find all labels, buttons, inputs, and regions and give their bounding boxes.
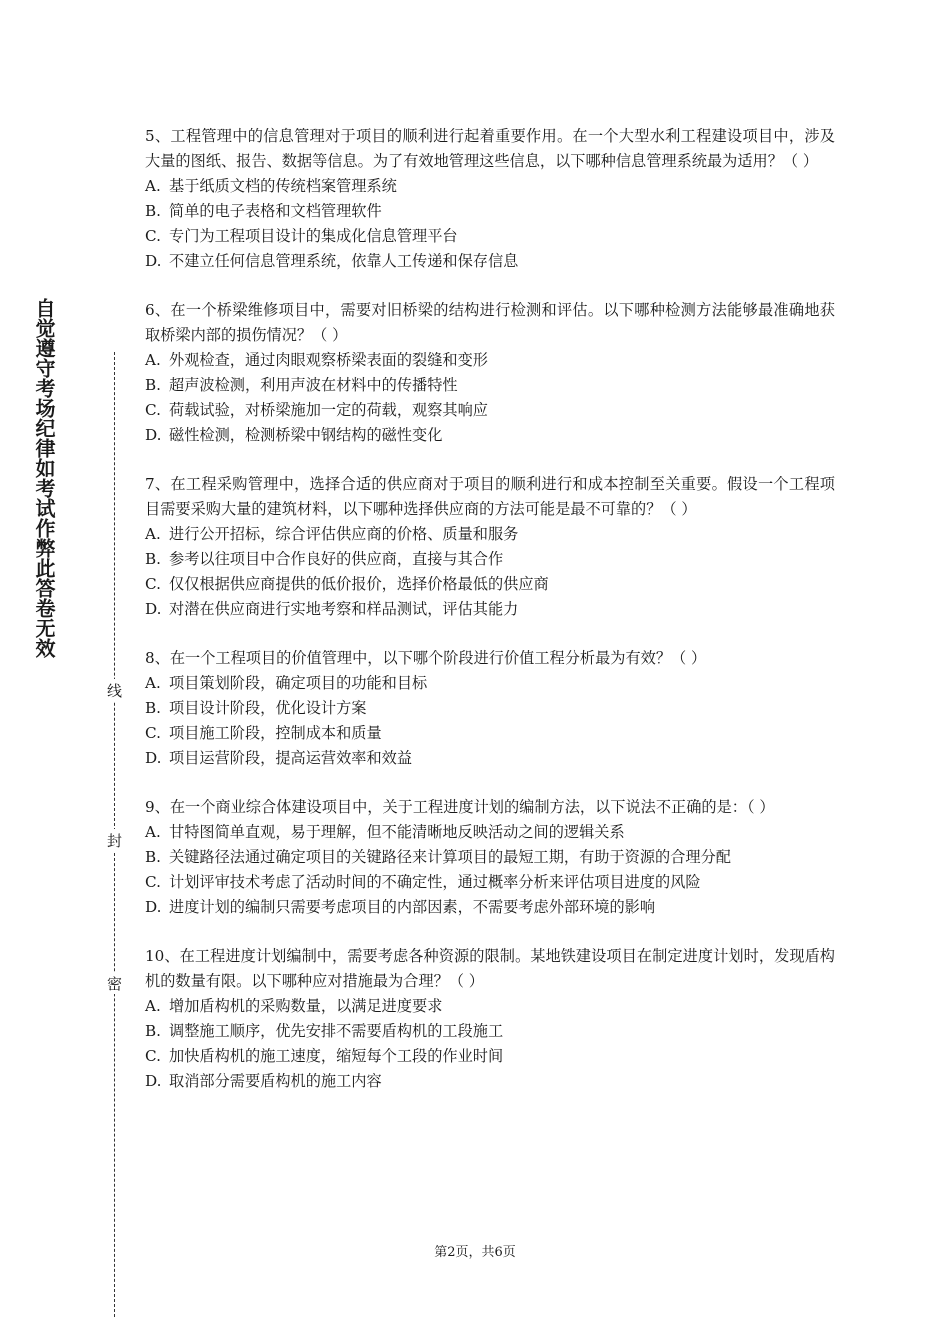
option-d <box>145 895 835 920</box>
option-text: 仅仅根据供应商提供的低价报价，选择价格最低的供应商 <box>169 575 549 593</box>
option-b <box>145 547 835 572</box>
option-a <box>145 522 835 547</box>
option-letter: A. <box>145 674 161 692</box>
binding-mark-seal: 封 <box>103 829 125 851</box>
option-text: 荷载试验，对桥梁施加一定的荷载，观察其响应 <box>169 401 488 419</box>
binding-mark-line: 线 <box>103 679 125 701</box>
option-letter: B. <box>145 550 161 568</box>
option-letter: B. <box>145 848 161 866</box>
option-a <box>145 820 835 845</box>
option-text: 关键路径法通过确定项目的关键路径来计算项目的最短工期，有助于资源的合理分配 <box>169 848 731 866</box>
option-letter: D. <box>145 749 162 767</box>
question-stem: 8、在一个工程项目的价值管理中，以下哪个阶段进行价值工程分析最为有效？（ ） <box>145 649 707 667</box>
option-a <box>145 174 835 199</box>
option-text: 计划评审技术考虑了活动时间的不确定性，通过概率分析来评估项目进度的风险 <box>169 873 701 891</box>
option-text: 进度计划的编制只需要考虑项目的内部因素，不需要考虑外部环境的影响 <box>169 898 655 916</box>
option-d <box>145 423 835 448</box>
option-text: 不建立任何信息管理系统，依靠人工传递和保存信息 <box>169 252 519 270</box>
option-b <box>145 199 835 224</box>
option-letter: C. <box>145 873 161 891</box>
option-letter: C. <box>145 1047 161 1065</box>
option-text: 进行公开招标，综合评估供应商的价格、质量和服务 <box>169 525 519 543</box>
option-c <box>145 572 835 597</box>
option-text: 项目施工阶段，控制成本和质量 <box>169 724 382 742</box>
option-d <box>145 746 835 771</box>
option-letter: B. <box>145 202 161 220</box>
option-text: 磁性检测，检测桥梁中钢结构的磁性变化 <box>169 426 443 444</box>
option-text: 外观检查，通过肉眼观察桥梁表面的裂缝和变形 <box>169 351 488 369</box>
option-letter: B. <box>145 699 161 717</box>
option-text: 甘特图简单直观，易于理解，但不能清晰地反映活动之间的逻辑关系 <box>169 823 625 841</box>
option-letter: D. <box>145 1072 162 1090</box>
option-a <box>145 994 835 1019</box>
option-text: 增加盾构机的采购数量，以满足进度要求 <box>169 997 443 1015</box>
option-text: 专门为工程项目设计的集成化信息管理平台 <box>169 227 458 245</box>
option-c <box>145 1044 835 1069</box>
option-d <box>145 249 835 274</box>
option-b <box>145 1019 835 1044</box>
option-letter: A. <box>145 177 161 195</box>
option-text: 加快盾构机的施工速度，缩短每个工段的作业时间 <box>169 1047 504 1065</box>
option-letter: D. <box>145 426 162 444</box>
question-10 <box>145 944 835 1094</box>
binding-mark-secret: 密 <box>103 972 125 994</box>
option-c <box>145 721 835 746</box>
question-8 <box>145 646 835 771</box>
option-c <box>145 224 835 249</box>
margin-notice: 自觉遵守考场纪律如考试作弊此答卷无效 <box>32 298 56 658</box>
option-c <box>145 870 835 895</box>
option-letter: B. <box>145 1022 161 1040</box>
option-letter: D. <box>145 252 162 270</box>
option-d <box>145 1069 835 1094</box>
question-9 <box>145 795 835 920</box>
option-letter: B. <box>145 376 161 394</box>
option-a <box>145 348 835 373</box>
question-stem: 9、在一个商业综合体建设项目中，关于工程进度计划的编制方法，以下说法不正确的是：（ ） <box>145 798 775 816</box>
option-letter: A. <box>145 997 161 1015</box>
question-stem: 10、在工程进度计划编制中，需要考虑各种资源的限制。某地铁建设项目在制定进度计划时，发现盾构机的数量有限。以下哪种应对措施最为合理？（ ） <box>145 947 835 990</box>
page-number: 第2页，共6页 <box>434 1245 516 1260</box>
question-stem: 6、在一个桥梁维修项目中，需要对旧桥梁的结构进行检测和评估。以下哪种检测方法能够最准确地获取桥梁内部的损伤情况？（ ） <box>145 301 835 344</box>
option-c <box>145 398 835 423</box>
option-letter: D. <box>145 600 162 618</box>
option-text: 对潜在供应商进行实地考察和样品测试，评估其能力 <box>169 600 519 618</box>
question-7 <box>145 472 835 622</box>
option-letter: D. <box>145 898 162 916</box>
option-text: 项目策划阶段，确定项目的功能和目标 <box>169 674 428 692</box>
option-letter: C. <box>145 575 161 593</box>
option-a <box>145 671 835 696</box>
option-text: 简单的电子表格和文档管理软件 <box>169 202 382 220</box>
option-text: 参考以往项目中合作良好的供应商，直接与其合作 <box>169 550 504 568</box>
question-5 <box>145 124 835 274</box>
option-text: 超声波检测，利用声波在材料中的传播特性 <box>169 376 458 394</box>
option-d <box>145 597 835 622</box>
option-letter: C. <box>145 401 161 419</box>
question-6 <box>145 298 835 448</box>
option-text: 项目设计阶段，优化设计方案 <box>169 699 367 717</box>
option-b <box>145 373 835 398</box>
option-letter: C. <box>145 724 161 742</box>
option-b <box>145 696 835 721</box>
option-letter: C. <box>145 227 161 245</box>
question-list <box>145 124 835 1118</box>
option-text: 项目运营阶段，提高运营效率和效益 <box>169 749 412 767</box>
option-letter: A. <box>145 525 161 543</box>
option-text: 调整施工顺序，优先安排不需要盾构机的工段施工 <box>169 1022 504 1040</box>
option-b <box>145 845 835 870</box>
option-letter: A. <box>145 823 161 841</box>
option-letter: A. <box>145 351 161 369</box>
question-stem: 5、工程管理中的信息管理对于项目的顺利进行起着重要作用。在一个大型水利工程建设项目中，涉及大量的图纸、报告、数据等信息。为了有效地管理这些信息，以下哪种信息管理系统最为适用？（ ） <box>145 127 835 170</box>
question-stem: 7、在工程采购管理中，选择合适的供应商对于项目的顺利进行和成本控制至关重要。假设一个工程项目需要采购大量的建筑材料，以下哪种选择供应商的方法可能是最不可靠的？（ ） <box>145 475 835 518</box>
option-text: 基于纸质文档的传统档案管理系统 <box>169 177 397 195</box>
option-text: 取消部分需要盾构机的施工内容 <box>169 1072 382 1090</box>
